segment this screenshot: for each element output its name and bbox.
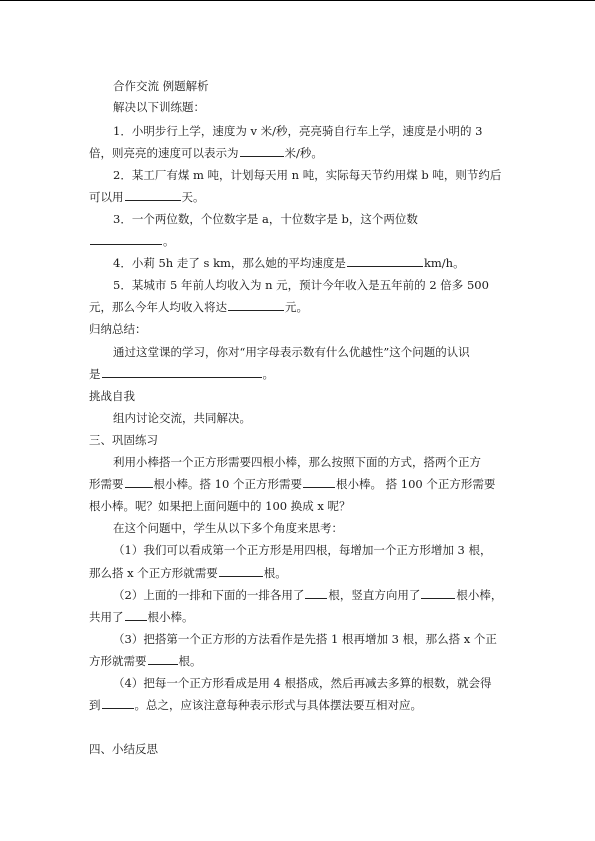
item-2-text-e: 根小棒。	[147, 610, 194, 624]
answer-blank[interactable]	[240, 146, 284, 157]
item-4-line-1: （4）把每一个正方形看成是用 4 根搭成，然后再减去多算的根数，就会得	[113, 676, 492, 690]
page-top-border	[0, 0, 595, 1]
item-4-text-b: 。总之，应该注意每种表示形式与具体摆法要互相对应。	[134, 698, 422, 712]
heading-cooperation: 合作交流 例题解析	[113, 79, 209, 93]
item-1-text-a: 那么搭 x 个正方形就需要	[89, 566, 218, 580]
paragraph-2: 在这个问题中，学生从以下多个角度来思考：	[113, 521, 343, 535]
paragraph-1-line-1: 利用小棒搭一个正方形需要四根小棒，那么按照下面的方式，搭两个正方	[113, 455, 481, 469]
question-4-line-1	[113, 256, 465, 270]
section-4-heading: 四、小结反思	[89, 742, 158, 756]
question-2-text-b: 天。	[181, 190, 205, 204]
answer-blank[interactable]	[125, 477, 153, 488]
question-5-line-1: 5．某城市 5 年前人均收入为 n 元，预计今年收入是五年前的 2 倍多 500	[113, 278, 489, 292]
question-5-text-a: 元，那么今年人均收入将达	[89, 300, 227, 314]
item-1-line-1: （1）我们可以看成第一个正方形是用四根，每增加一个正方形增加 3 根，	[113, 543, 492, 557]
question-3-line-2	[89, 234, 175, 248]
item-2-line-1	[113, 588, 502, 602]
summary-heading: 归纳总结：	[89, 322, 147, 336]
answer-blank[interactable]	[102, 367, 262, 378]
question-1-text-b: 米/秒。	[284, 146, 323, 160]
challenge-text: 组内讨论交流，共同解决。	[113, 411, 251, 425]
item-4-line-2	[89, 698, 422, 712]
answer-blank[interactable]	[228, 300, 284, 311]
summary-text-b: 。	[262, 367, 274, 381]
answer-blank[interactable]	[219, 566, 263, 577]
question-1-line-1: 1．小明步行上学，速度为 v 米/秒，亮亮骑自行车上学，速度是小明的 3	[113, 124, 483, 138]
question-5-text-b: 元。	[285, 300, 308, 314]
question-1-text-a: 倍，则亮亮的速度可以表示为	[89, 146, 239, 160]
answer-blank[interactable]	[90, 234, 162, 245]
intro-text: 解决以下训练题：	[113, 100, 205, 114]
question-4-text-a: 4．小莉 5h 走了 s km，那么她的平均速度是	[113, 256, 346, 270]
summary-line-1: 通过这堂课的学习，你对“用字母表示数有什么优越性”这个问题的认识	[113, 345, 470, 359]
answer-blank[interactable]	[102, 698, 134, 709]
paragraph-1-line-3: 根小棒。呢？如果把上面问题中的 100 换成 x 呢？	[89, 499, 351, 513]
item-3-text-a: 方形就需要	[89, 654, 147, 668]
paragraph-1-text-c: 根小棒。 搭 100 个正方形需要	[335, 477, 496, 491]
question-3-text-b: 。	[163, 234, 175, 248]
answer-blank[interactable]	[125, 190, 181, 201]
question-2-text-a: 可以用	[89, 190, 124, 204]
section-3-heading: 三、巩固练习	[89, 433, 158, 447]
item-2-text-c: 根小棒，	[456, 588, 503, 602]
summary-line-2	[89, 367, 274, 381]
item-3-line-2	[89, 654, 202, 668]
answer-blank[interactable]	[347, 256, 423, 267]
summary-text-a: 是	[89, 367, 101, 381]
item-3-text-b: 根。	[178, 654, 202, 668]
answer-blank[interactable]	[305, 588, 327, 599]
answer-blank[interactable]	[303, 477, 335, 488]
item-2-text-d: 共用了	[89, 610, 124, 624]
question-4-text-b: km/h。	[423, 256, 465, 270]
item-2-line-2	[89, 610, 194, 624]
item-2-text-b: 根，竖直方向用了	[328, 588, 421, 602]
answer-blank[interactable]	[125, 610, 147, 621]
question-5-line-2	[89, 300, 308, 314]
question-2-line-2	[89, 190, 205, 204]
question-3-line-1: 3．一个两位数，个位数字是 a，十位数字是 b，这个两位数	[113, 212, 418, 226]
paragraph-1-text-b: 根小棒。搭 10 个正方形需要	[153, 477, 302, 491]
item-1-text-b: 根。	[263, 566, 287, 580]
paragraph-1-line-2	[89, 477, 495, 491]
question-1-line-2	[89, 146, 323, 160]
item-2-text-a: （2）上面的一排和下面的一排各用了	[113, 588, 305, 602]
question-2-line-1: 2．某工厂有煤 m 吨，计划每天用 n 吨，实际每天节约用煤 b 吨，则节约后	[113, 168, 502, 182]
answer-blank[interactable]	[421, 588, 455, 599]
paragraph-1-text-a: 形需要	[89, 477, 124, 491]
answer-blank[interactable]	[148, 654, 178, 665]
challenge-heading: 挑战自我	[89, 389, 135, 403]
item-4-text-a: 到	[89, 698, 101, 712]
item-3-line-1: （3）把搭第一个正方形的方法看作是先搭 1 根再增加 3 根，那么搭 x 个正	[113, 632, 497, 646]
item-1-line-2	[89, 566, 287, 580]
